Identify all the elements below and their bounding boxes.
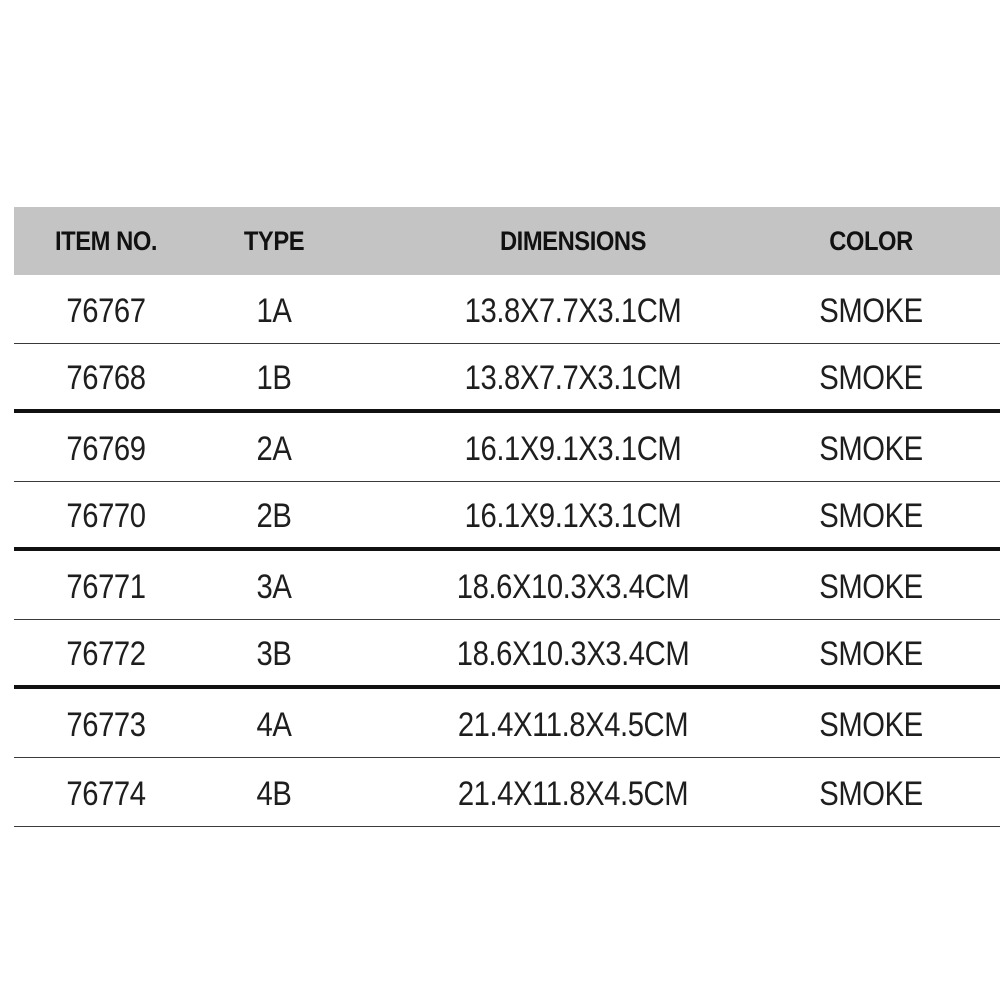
header-item-no: ITEM NO. bbox=[54, 225, 158, 256]
table-row bbox=[14, 758, 1000, 827]
item-no-cell: 76773 bbox=[66, 705, 146, 744]
table-row bbox=[14, 689, 1000, 758]
type-cell: 4B bbox=[256, 774, 292, 813]
item-no-cell: 76774 bbox=[66, 774, 146, 813]
dimensions-cell: 18.6X10.3X3.4CM bbox=[456, 567, 690, 606]
item-no-cell: 76771 bbox=[66, 567, 146, 606]
dimensions-cell: 16.1X9.1X3.1CM bbox=[464, 429, 682, 468]
item-no-cell: 76769 bbox=[66, 429, 146, 468]
item-no-cell: 76770 bbox=[66, 497, 146, 535]
type-cell: 3A bbox=[256, 567, 292, 606]
type-cell: 3B bbox=[256, 635, 292, 673]
item-no-cell: 76768 bbox=[66, 359, 146, 397]
color-cell: SMOKE bbox=[819, 429, 923, 468]
item-no-cell: 76772 bbox=[66, 635, 146, 673]
header-color: COLOR bbox=[829, 225, 913, 256]
color-cell: SMOKE bbox=[819, 291, 923, 330]
color-cell: SMOKE bbox=[819, 359, 923, 397]
dimensions-cell: 21.4X11.8X4.5CM bbox=[457, 705, 689, 744]
dimensions-cell: 18.6X10.3X3.4CM bbox=[456, 635, 690, 673]
table-row bbox=[14, 344, 1000, 413]
header-type: TYPE bbox=[243, 225, 305, 256]
table-row bbox=[14, 413, 1000, 482]
dimensions-cell: 13.8X7.7X3.1CM bbox=[464, 291, 682, 330]
type-cell: 4A bbox=[256, 705, 292, 744]
table-header bbox=[14, 207, 1000, 275]
color-cell: SMOKE bbox=[819, 705, 923, 744]
dimensions-cell: 13.8X7.7X3.1CM bbox=[464, 359, 682, 397]
color-cell: SMOKE bbox=[819, 774, 923, 813]
dimensions-cell: 16.1X9.1X3.1CM bbox=[464, 497, 682, 535]
type-cell: 2A bbox=[256, 429, 292, 468]
item-no-cell: 76767 bbox=[66, 291, 146, 330]
color-cell: SMOKE bbox=[819, 635, 923, 673]
table-row bbox=[14, 620, 1000, 689]
header-dimensions: DIMENSIONS bbox=[499, 225, 647, 256]
table-row bbox=[14, 551, 1000, 620]
table-row bbox=[14, 482, 1000, 551]
type-cell: 1A bbox=[256, 291, 292, 330]
type-cell: 2B bbox=[256, 497, 292, 535]
type-cell: 1B bbox=[256, 359, 292, 397]
table-row bbox=[14, 275, 1000, 344]
dimensions-cell: 21.4X11.8X4.5CM bbox=[457, 774, 689, 813]
color-cell: SMOKE bbox=[819, 567, 923, 606]
color-cell: SMOKE bbox=[819, 497, 923, 535]
spec-table bbox=[14, 207, 1000, 827]
